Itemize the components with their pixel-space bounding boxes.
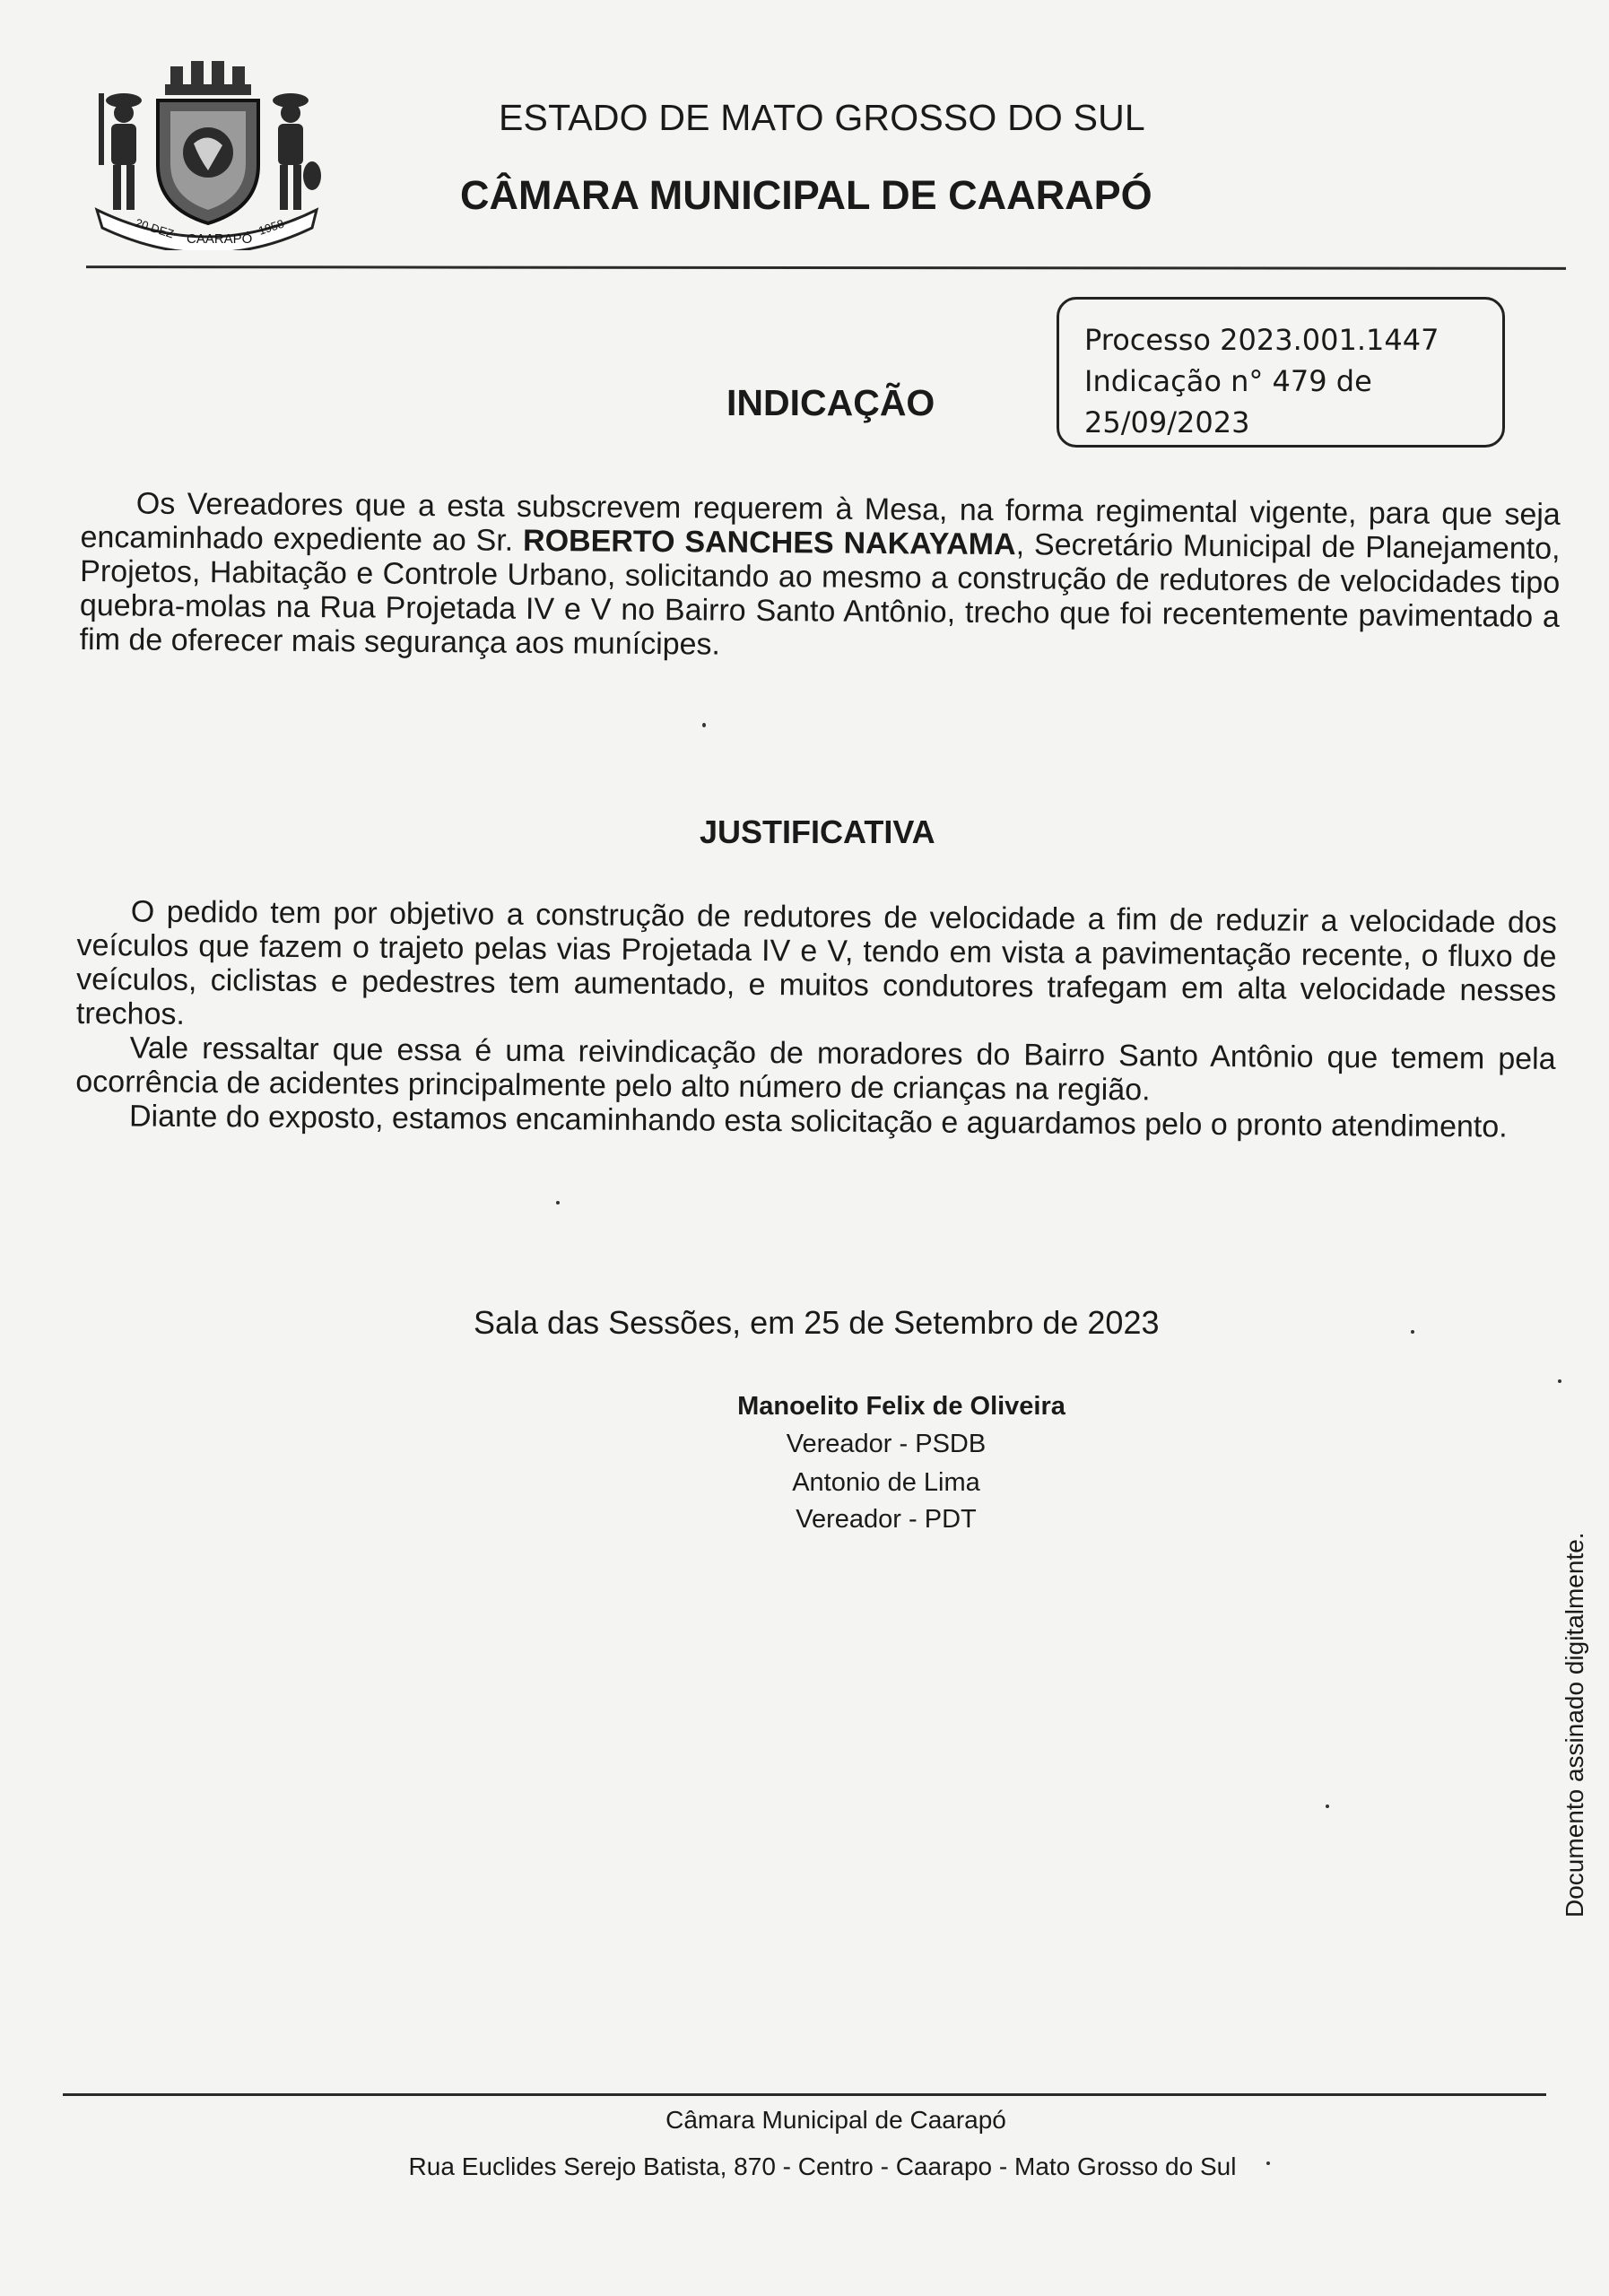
session-date-line: Sala das Sessões, em 25 de Setembro de 2023 [474, 1304, 1160, 1341]
crest-seal-year: 1958 [257, 216, 286, 238]
justificativa-paragraph: O pedido tem por objetivo a construção de redutores de velocidade a fim de reduzir a velocidade dos veículos que fazem o trajeto pelas vias Projetada IV e V, tendo em vista a pavimentação recente, o fluxo de veículos, ciclistas e pedestres tem aumentado, e muitos condutores trafegam em alta velocidade nesses trechos. [75, 894, 1557, 1031]
indicacao-text-end: , Secretário Municipal de Planejamento, Projetos, Habitação e Controle Urbano, solicitando ao mesmo a construção de redutores de velocidades tipo quebra-molas na Rua Projetada IV e V no Bairro Santo Antônio, trecho que foi recentemente pavimentado a fim de oferecer mais segurança aos munícipes. [79, 527, 1561, 662]
scan-speck [1558, 1379, 1561, 1383]
crest-seal-city: CAARAPÓ [187, 231, 253, 247]
scan-speck [702, 723, 706, 727]
protocol-stamp [1057, 297, 1505, 448]
digital-signature-note: Documento assinado digitalmente. [1561, 1532, 1588, 1918]
crest-seal-date: 20 DEZ [134, 215, 176, 241]
chamber-heading: CÂMARA MUNICIPAL DE CAARAPÓ [460, 172, 1152, 218]
stamp-indication-number: Indicação n° 479 de [1084, 364, 1372, 398]
justificativa-paragraph: Vale ressaltar que essa é uma reivindicação de moradores do Bairro Santo Antônio que temem pela ocorrência de acidentes principalmente pelo alto número de crianças na região. [75, 1031, 1556, 1108]
signer1-name: Manoelito Felix de Oliveira [737, 1392, 1065, 1421]
justificativa-title: JUSTIFICATIVA [700, 813, 935, 850]
scan-speck [1411, 1330, 1414, 1334]
footer-institution: Câmara Municipal de Caarapó [665, 2106, 1006, 2134]
footer-address: Rua Euclides Serejo Batista, 870 - Centro - Caarapo - Mato Grosso do Sul [408, 2152, 1237, 2180]
justificativa-paragraph: Diante do exposto, estamos encaminhando esta solicitação e aguardamos pelo o pronto atendimento. [128, 1099, 1508, 1144]
signer1-role: Vereador - PSDB [786, 1430, 987, 1458]
scan-speck [1266, 2161, 1270, 2165]
indicacao-title: INDICAÇÃO [726, 382, 935, 423]
municipal-crest [88, 57, 326, 250]
indicacao-paragraph [80, 486, 1561, 668]
justificativa-body [75, 894, 1557, 1144]
indicacao-text-start: Os Vereadores que a esta subscrevem requerem à Mesa, na forma regimental vigente, para que seja encaminhado expediente ao Sr. [80, 486, 1561, 558]
crest-emblem [88, 57, 326, 250]
scan-speck [556, 1201, 560, 1205]
signer2-role: Vereador - PDT [796, 1505, 977, 1534]
recipient-name: ROBERTO SANCHES NAKAYAMA [522, 523, 1016, 562]
header-divider [86, 265, 1566, 270]
stamp-date: 25/09/2023 [1084, 405, 1250, 439]
footer-divider [63, 2093, 1546, 2096]
scan-speck [1326, 1805, 1329, 1808]
stamp-process-number: Processo 2023.001.1447 [1084, 323, 1439, 357]
signer2-name: Antonio de Lima [792, 1468, 980, 1497]
state-heading: ESTADO DE MATO GROSSO DO SUL [499, 97, 1145, 138]
